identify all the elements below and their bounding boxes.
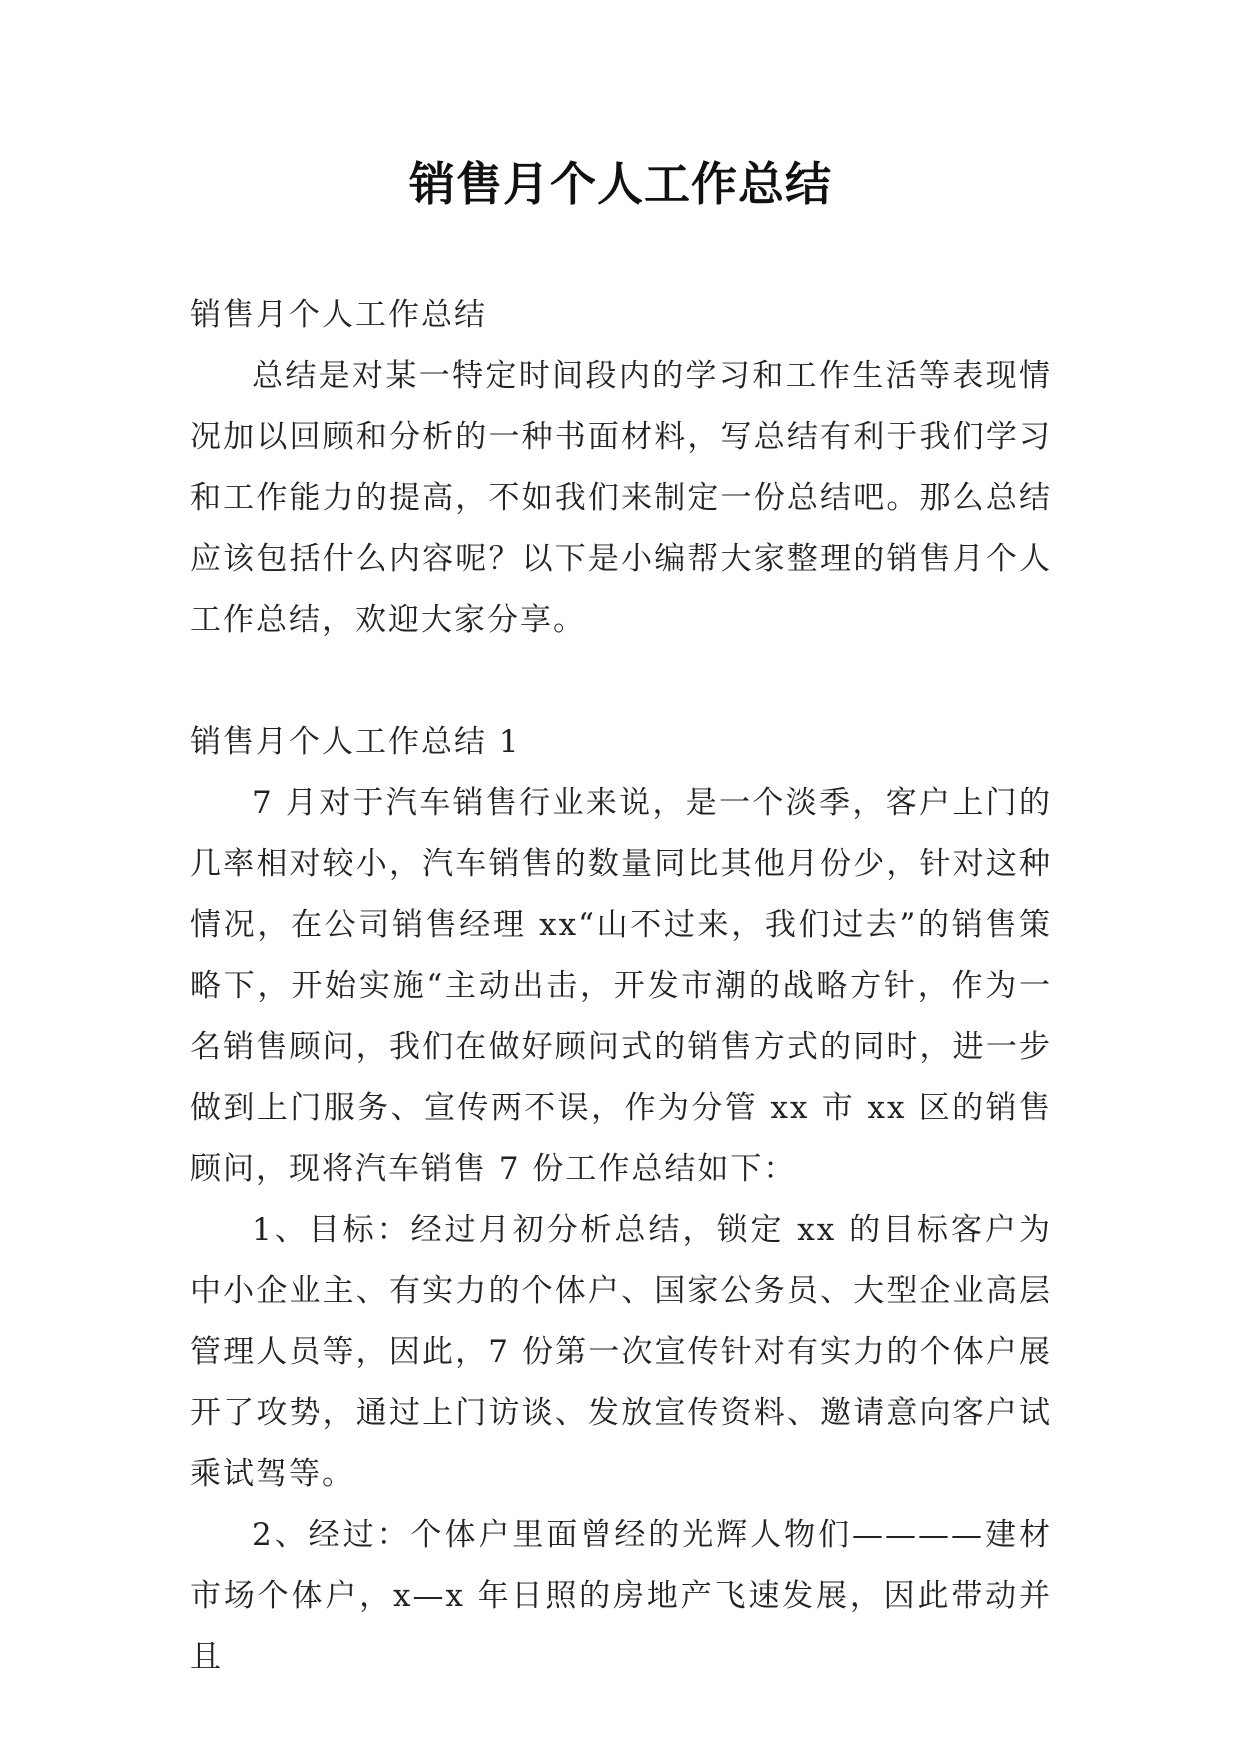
intro-heading: 销售月个人工作总结 bbox=[190, 297, 487, 333]
section1-heading: 销售月个人工作总结 1 bbox=[190, 724, 521, 760]
intro-paragraph: 总结是对某一特定时间段内的学习和工作生活等表现情况加以回顾和分析的一种书面材料，写总结有利于我们学习和工作能力的提高，不如我们来制定一份总结吧。那么总结应该包括什么内容呢？以下是小编帮大家整理的销售月个人工作总结，欢迎大家分享。 bbox=[190, 358, 1052, 638]
section1-paragraph-1: 7 月对于汽车销售行业来说，是一个淡季，客户上门的几率相对较小，汽车销售的数量同比其他月份少，针对这种情况，在公司销售经理 xx“山不过来，我们过去”的销售策略下，开始实施“主动出击，开发市潮的战略方针，作为一名销售顾问，我们在做好顾问式的销售方式的同时，进一步做到上门服务、宣传两不误，作为分管 xx 市 xx 区的销售顾问，现将汽车销售 7 份工作总结如下： bbox=[190, 785, 1052, 1187]
section1-paragraph-2: 1、目标：经过月初分析总结，锁定 xx 的目标客户为中小企业主、有实力的个体户、国家公务员、大型企业高层管理人员等，因此，7 份第一次宣传针对有实力的个体户展开了攻势，通过上门访谈、发放宣传资料、邀请意向客户试乘试驾等。 bbox=[190, 1212, 1052, 1492]
document-title: 销售月个人工作总结 bbox=[409, 157, 832, 211]
document-body bbox=[190, 285, 1052, 1688]
section-spacer bbox=[190, 651, 1052, 712]
section1-paragraph-3: 2、经过：个体户里面曾经的光辉人物们————建材市场个体户，x—x 年日照的房地产飞速发展，因此带动并且 bbox=[190, 1517, 1052, 1675]
